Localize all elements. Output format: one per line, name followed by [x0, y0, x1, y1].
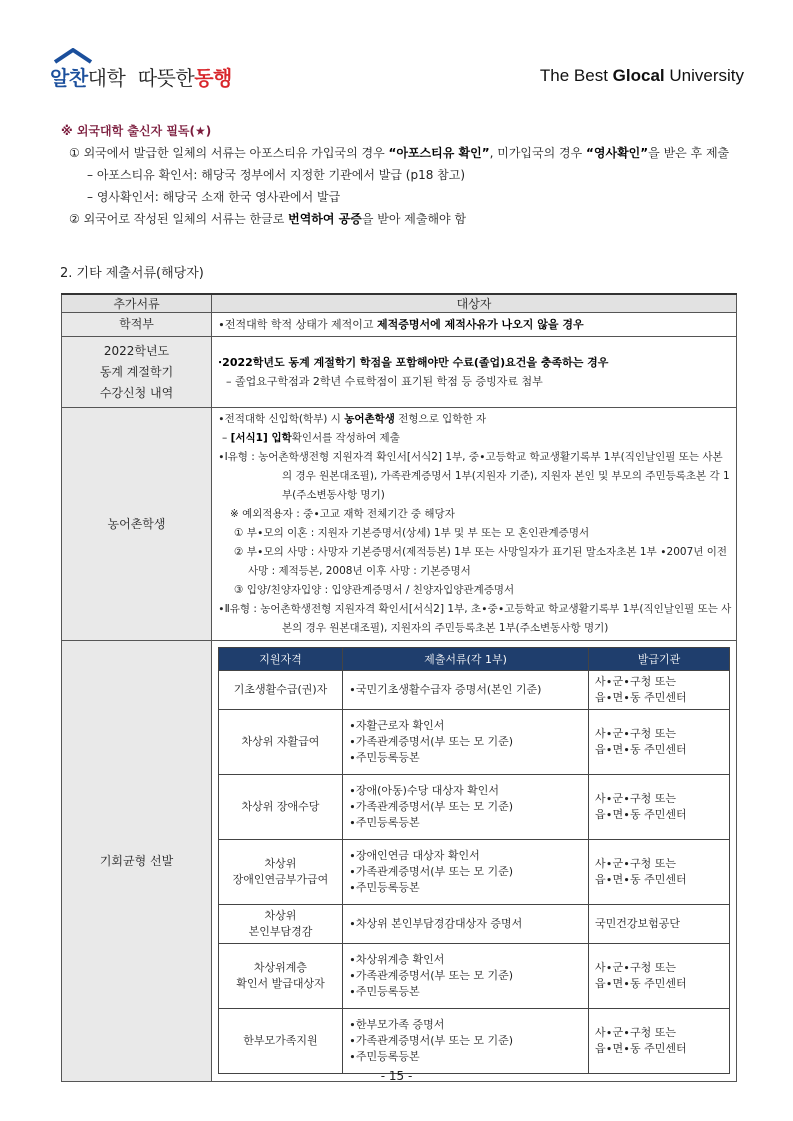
- document-item: ∙차상위 본인부담경감대상자 증명서: [349, 917, 523, 930]
- qualification-cell: [219, 1009, 343, 1074]
- r2-label2: 동계 계절학기: [99, 364, 174, 379]
- issuer-line: 국민건강보험공단: [595, 917, 681, 930]
- row-label-rural: 농어촌학생: [62, 408, 212, 641]
- issuer-cell: [589, 905, 730, 944]
- sub-col-documents: 제출서류(각 1부): [343, 648, 589, 671]
- qualification-cell: [219, 671, 343, 710]
- document-item: ∙가족관계증명서(부 또는 모 기준): [349, 800, 514, 813]
- foreign-univ-note: [61, 120, 751, 230]
- logo-part2: 대학: [87, 66, 126, 90]
- document-item: ∙주민등록등본: [349, 985, 420, 998]
- r2-label3: 수강신청 내역: [99, 385, 174, 400]
- subtable-row: [219, 840, 730, 905]
- table-row-rural: [62, 408, 737, 641]
- note-item1-c: , 미가입국의 경우: [489, 146, 586, 160]
- issuer-cell: [589, 840, 730, 905]
- document-item: ∙장애인연금 대상자 확인서: [349, 849, 480, 862]
- document-item: ∙가족관계증명서(부 또는 모 기준): [349, 735, 514, 748]
- documents-cell: [343, 671, 589, 710]
- qualification-line: 확인서 발급대상자: [236, 977, 325, 990]
- documents-cell: [343, 905, 589, 944]
- r3-l4: ※ 예외적용자 : 중∙고교 재학 전체기간 중 해당자: [230, 508, 455, 520]
- documents-cell: [343, 840, 589, 905]
- extra-documents-table: [61, 293, 737, 1082]
- qualification-cell: [219, 905, 343, 944]
- table-header-row: [62, 294, 737, 313]
- issuer-cell: [589, 1009, 730, 1074]
- documents-cell: [343, 1009, 589, 1074]
- issuer-line: 사∙군∙구청 또는: [595, 961, 677, 974]
- row-content-equal-opportunity: [212, 641, 737, 1082]
- document-item: ∙주민등록등본: [349, 816, 420, 829]
- issuer-line: 사∙군∙구청 또는: [595, 727, 677, 740]
- issuer-line: 읍∙면∙동 주민센터: [595, 691, 687, 704]
- sub-col-issuer: 발급기관: [589, 648, 730, 671]
- row-label-transcript: 학적부: [62, 313, 212, 337]
- subtable-row: [219, 775, 730, 840]
- r3-l2a: –: [222, 432, 231, 444]
- qualification-line: 차상위: [264, 909, 297, 922]
- page-number: - 15 -: [380, 1069, 413, 1083]
- r3-l1a: ∙전적대학 신입학(학부) 시: [218, 413, 345, 425]
- table-row-equal-opportunity: [62, 641, 737, 1082]
- issuer-cell: [589, 775, 730, 840]
- r3-l6: ② 부∙모의 사망 : 사망자 기본증명서(제적등본) 1부 또는 사망일자가 표기된 말소자초본 1부 ∙2007년 이전 사망 : 제적등본, 2008년 이후 사망 : 기본증명서: [234, 546, 728, 577]
- r1-a: ∙전적대학 학적 상태가 제적이고: [218, 318, 378, 331]
- logo-part4: 동행: [194, 66, 232, 90]
- qualification-cell: [219, 710, 343, 775]
- issuer-line: 읍∙면∙동 주민센터: [595, 743, 687, 756]
- issuer-cell: [589, 671, 730, 710]
- page-header: [0, 0, 793, 100]
- motto-pre: The Best: [539, 66, 613, 85]
- qualification-line: 한부모가족지원: [243, 1034, 318, 1047]
- note-item2-a: ② 외국어로 작성된 일체의 서류는 한글로: [69, 212, 289, 226]
- note-item1-a: ① 외국에서 발급한 일체의 서류는 아포스티유 가입국의 경우: [69, 146, 389, 160]
- issuer-line: 사∙군∙구청 또는: [595, 857, 677, 870]
- note-item1-d: “영사확인”: [586, 146, 649, 160]
- document-item: ∙장애(아동)수당 대상자 확인서: [349, 784, 499, 797]
- document-item: ∙차상위계층 확인서: [349, 953, 445, 966]
- r2-a: ∙2022학년도 동계 계절학기 학점을 포함해야만 수료(졸업)요건을 충족하는 경우: [218, 356, 609, 369]
- row-label-equal-opportunity: 기회균형 선발: [62, 641, 212, 1082]
- issuer-cell: [589, 710, 730, 775]
- qualification-line: 본인부담경감: [248, 925, 313, 938]
- document-item: ∙국민기초생활수급자 증명서(본인 기준): [349, 683, 542, 696]
- document-item: ∙주민등록등본: [349, 1050, 420, 1063]
- r2-label1: 2022학년도: [103, 343, 170, 358]
- qualification-line: 기초생활수급(권)자: [233, 683, 328, 696]
- documents-cell: [343, 775, 589, 840]
- qualification-line: 차상위 자활급여: [241, 735, 320, 748]
- equal-opportunity-subtable: [218, 647, 730, 1074]
- r3-l3: ∙Ⅰ유형 : 농어촌학생전형 지원자격 확인서[서식2] 1부, 중∙고등학교 학교생활기록부 1부(직인날인필 또는 사본의 경우 원본대조필), 가족관계증명서 1부(지원자 기준), 지원자 본인 및 부모의 주민등록초본 각 1부(주소변동사항 명기): [218, 451, 730, 501]
- document-item: ∙주민등록등본: [349, 881, 420, 894]
- subtable-header-row: [219, 648, 730, 671]
- note-item2-c: 을 받아 제출해야 함: [361, 212, 467, 226]
- issuer-line: 사∙군∙구청 또는: [595, 1026, 677, 1039]
- subtable-row: [219, 1009, 730, 1074]
- note-sub-2: – 영사확인서: 해당국 소재 한국 영사관에서 발급: [87, 190, 341, 204]
- document-item: ∙가족관계증명서(부 또는 모 기준): [349, 865, 514, 878]
- issuer-cell: [589, 944, 730, 1009]
- issuer-line: 읍∙면∙동 주민센터: [595, 808, 687, 821]
- issuer-line: 읍∙면∙동 주민센터: [595, 873, 687, 886]
- qualification-line: 차상위: [264, 857, 297, 870]
- issuer-line: 읍∙면∙동 주민센터: [595, 977, 687, 990]
- row-content-rural: [212, 408, 737, 641]
- subtable-row: [219, 710, 730, 775]
- r3-l1b: 농어촌학생: [344, 413, 395, 425]
- section-title: 2. 기타 제출서류(해당자): [60, 266, 204, 281]
- row-label-winter-session: [62, 337, 212, 408]
- table-row-transcript: [62, 313, 737, 337]
- note-item1-b: “아포스티유 확인”: [388, 146, 490, 160]
- qualification-cell: [219, 775, 343, 840]
- r1-b: 제적증명서에 제적사유가 나오지 않을 경우: [377, 318, 584, 331]
- subtable-row: [219, 944, 730, 1009]
- sub-col-qualification: 지원자격: [219, 648, 343, 671]
- r3-l5: ① 부∙모의 이혼 : 지원자 기본증명서(상세) 1부 및 부 또는 모 혼인관계증명서: [234, 527, 590, 539]
- note-title: ※ 외국대학 출신자 필독(★): [61, 124, 212, 138]
- document-item: ∙가족관계증명서(부 또는 모 기준): [349, 1034, 514, 1047]
- qualification-line: 차상위 장애수당: [241, 800, 320, 813]
- documents-cell: [343, 944, 589, 1009]
- note-item-2: [61, 208, 751, 230]
- issuer-line: 읍∙면∙동 주민센터: [595, 1042, 687, 1055]
- subtable-row: [219, 905, 730, 944]
- note-item2-b: 번역하여 공증: [288, 212, 362, 226]
- issuer-line: 사∙군∙구청 또는: [595, 675, 677, 688]
- qualification-cell: [219, 840, 343, 905]
- document-item: ∙자활근로자 확인서: [349, 719, 445, 732]
- r3-l7: ③ 입양/친양자입양 : 입양관계증명서 / 친양자입양관계증명서: [234, 584, 515, 596]
- motto-post: University: [664, 66, 744, 85]
- note-item1-e: 을 받은 후 제출: [648, 146, 730, 160]
- row-content-winter-session: [212, 337, 737, 408]
- document-item: ∙주민등록등본: [349, 751, 420, 764]
- note-sub-1: – 아포스티유 확인서: 해당국 정부에서 지정한 기관에서 발급 (p18 참고): [87, 168, 466, 182]
- issuer-line: 사∙군∙구청 또는: [595, 792, 677, 805]
- r3-l2c: 확인서를 작성하여 제출: [291, 432, 400, 444]
- r3-l8: ∙Ⅱ유형 : 농어촌학생전형 지원자격 확인서[서식2] 1부, 초∙중∙고등학교 학교생활기록부 1부(직인날인필 또는 사본의 경우 원본대조필), 지원자의 주민등록초본 1부(주소변동사항 명기): [218, 603, 732, 634]
- r3-l2b: [서식1] 입학: [230, 432, 292, 444]
- logo-part1: 알찬: [50, 66, 88, 90]
- table-row-winter-session: [62, 337, 737, 408]
- qualification-line: 장애인연금부가급여: [232, 873, 329, 886]
- documents-cell: [343, 710, 589, 775]
- note-item-1: [61, 142, 751, 164]
- row-content-transcript: [212, 313, 737, 337]
- col-header-docs: 추가서류: [62, 294, 212, 313]
- motto: [540, 66, 744, 86]
- document-item: ∙한부모가족 증명서: [349, 1018, 445, 1031]
- r2-b: – 졸업요구학점과 2학년 수료학점이 표기된 학점 등 증빙자료 첨부: [226, 375, 543, 388]
- subtable-row: [219, 671, 730, 710]
- qualification-cell: [219, 944, 343, 1009]
- motto-bold: Glocal: [612, 66, 665, 85]
- document-item: ∙가족관계증명서(부 또는 모 기준): [349, 969, 514, 982]
- qualification-line: 차상위계층: [253, 961, 308, 974]
- logo-part3: 따뜻한: [137, 66, 195, 90]
- col-header-target: 대상자: [212, 294, 737, 313]
- r3-l1c: 전형으로 입학한 자: [394, 413, 487, 425]
